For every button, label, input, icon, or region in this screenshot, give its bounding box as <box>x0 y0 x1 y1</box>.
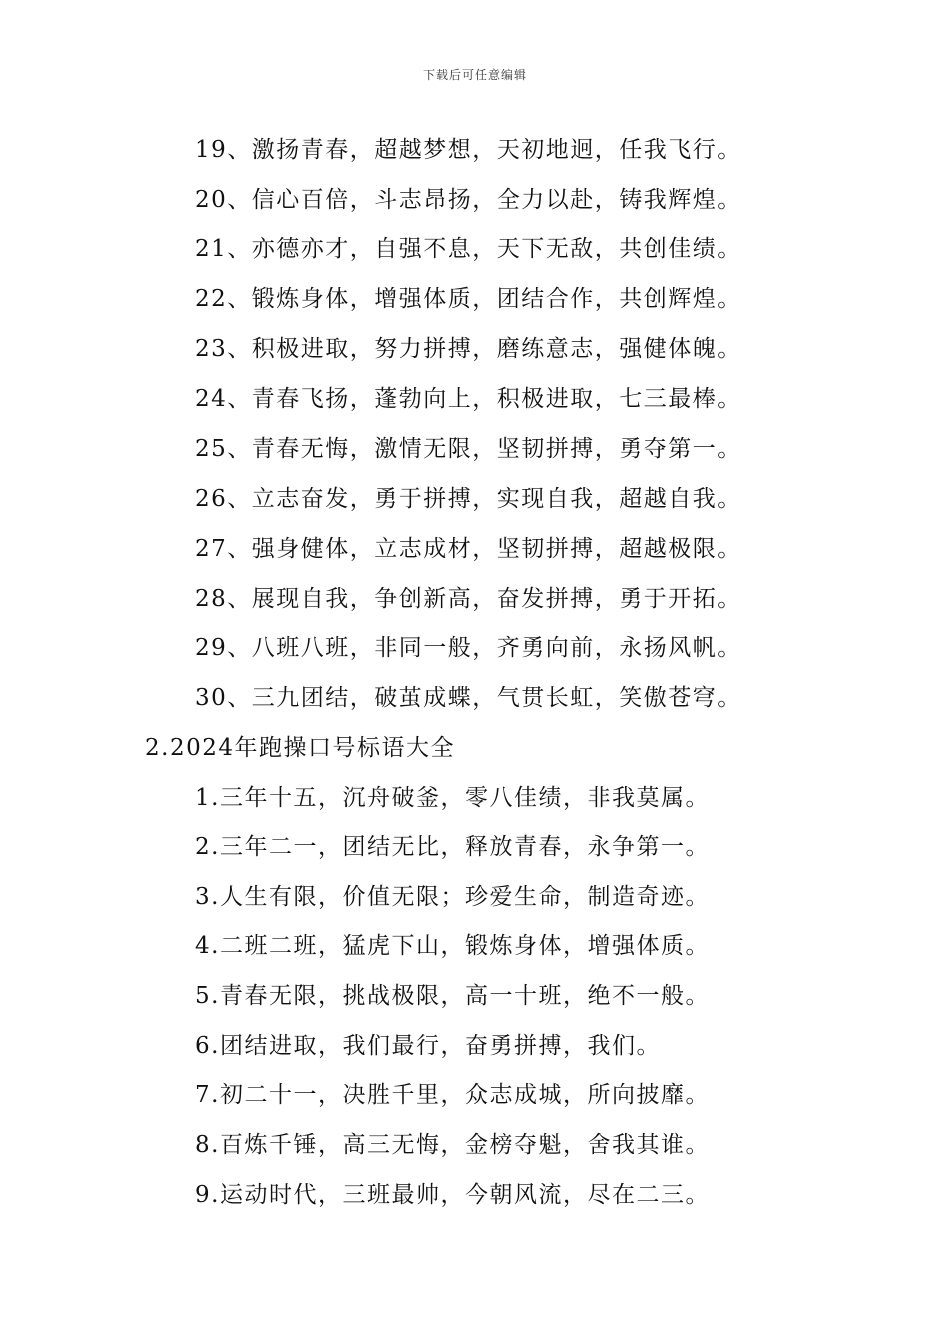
slogan-line: 8.百炼千锤，高三无悔，金榜夺魁，舍我其谁。 <box>195 1132 710 1158</box>
slogan-line: 2.三年二一，团结无比，释放青春，永争第一。 <box>195 834 710 860</box>
slogan-line: 29、八班八班，非同一般，齐勇向前，永扬风帆。 <box>195 635 742 661</box>
slogan-line: 3.人生有限，价值无限；珍爱生命，制造奇迹。 <box>195 884 710 910</box>
slogan-line: 1.三年十五，沉舟破釜，零八佳绩，非我莫属。 <box>195 785 710 811</box>
slogan-line: 5.青春无限，挑战极限，高一十班，绝不一般。 <box>195 983 710 1009</box>
slogan-line: 4.二班二班，猛虎下山，锻炼身体，增强体质。 <box>195 933 710 959</box>
slogan-line: 23、积极进取，努力拼搏，磨练意志，强健体魄。 <box>195 336 742 362</box>
slogan-line: 7.初二十一，决胜千里，众志成城，所向披靡。 <box>195 1082 710 1108</box>
slogan-line: 21、亦德亦才，自强不息，天下无敌，共创佳绩。 <box>195 236 742 262</box>
slogan-line: 9.运动时代，三班最帅，今朝风流，尽在二三。 <box>195 1182 710 1208</box>
slogan-line: 24、青春飞扬，蓬勃向上，积极进取，七三最棒。 <box>195 386 742 412</box>
slogan-line: 28、展现自我，争创新高，奋发拼搏，勇于开拓。 <box>195 586 742 612</box>
slogan-line: 27、强身健体，立志成材，坚韧拼搏，超越极限。 <box>195 536 742 562</box>
slogan-line: 30、三九团结，破茧成蝶，气贯长虹，笑傲苍穹。 <box>195 685 742 711</box>
slogan-line: 19、激扬青春，超越梦想，天初地迥，任我飞行。 <box>195 137 742 163</box>
slogan-line: 6.团结进取，我们最行，奋勇拼搏，我们。 <box>195 1033 661 1059</box>
slogan-line: 22、锻炼身体，增强体质，团结合作，共创辉煌。 <box>195 286 742 312</box>
slogan-line: 25、青春无悔，激情无限，坚韧拼搏，勇夺第一。 <box>195 436 742 462</box>
page-header-note: 下载后可任意编辑 <box>422 68 527 82</box>
section-heading: 2.2024年跑操口号标语大全 <box>145 735 455 761</box>
slogan-line: 20、信心百倍，斗志昂扬，全力以赴，铸我辉煌。 <box>195 187 742 213</box>
slogan-line: 26、立志奋发，勇于拼搏，实现自我，超越自我。 <box>195 486 742 512</box>
